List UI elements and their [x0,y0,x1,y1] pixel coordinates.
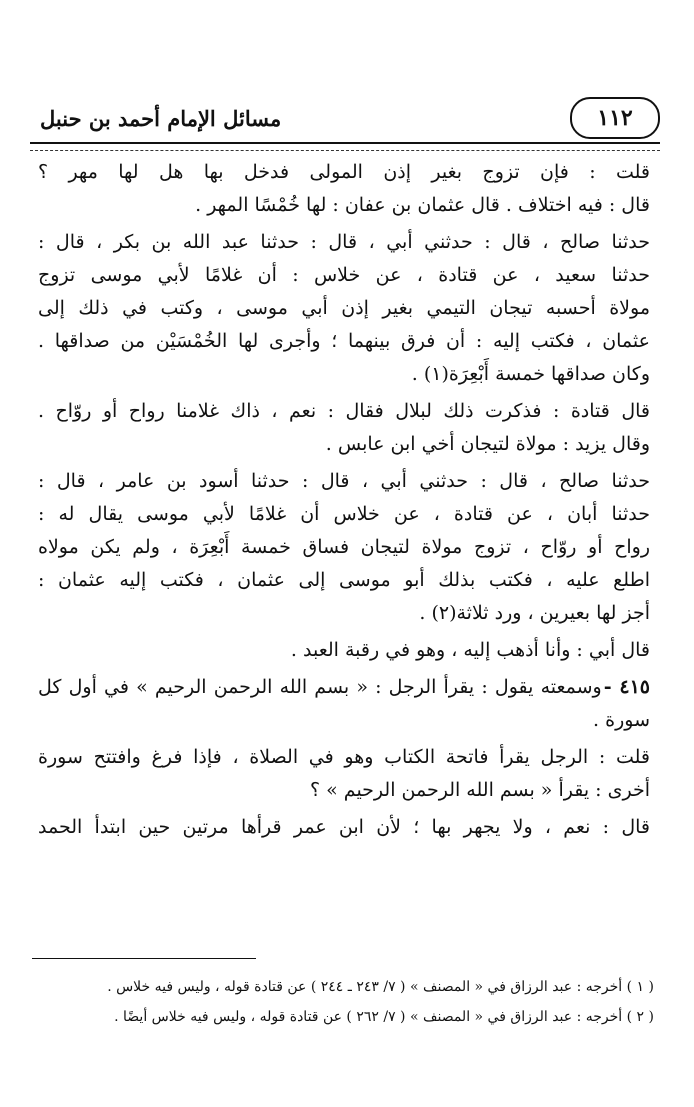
text-line: قلت : الرجل يقرأ فاتحة الكتاب وهو في الصلاة ، فإذا فرغ وافتتح سورة [38,746,650,768]
text-line: رواح أو روّاح ، تزوج مولاة لتيجان فساق خمسة أَبْعِرَة ، ولم يكن مولاه [38,536,650,558]
text-line: قال أبي : وأنا أذهب إليه ، وهو في رقبة العبد . [290,639,650,661]
book-title: مسائل الإمام أحمد بن حنبل [40,105,282,131]
text-line: حدثنا سعيد ، عن قتادة ، عن خلاس : أن غلامًا لأبي موسى تزوج [38,264,650,286]
page-body [38,156,650,844]
text-line: قلت : فإن تزوج بغير إذن المولى فدخل بها هل لها مهر ؟ [38,161,650,183]
text-line: حدثنا أبان ، عن قتادة ، عن خلاس أن غلامًا لأبي موسى يقال له : [38,503,650,525]
text-line: حدثنا صالح ، قال : حدثني أبي ، قال : حدثنا أسود بن عامر ، قال : [38,470,650,492]
footnote-divider [32,958,256,959]
masala-text: وسمعته يقول : يقرأ الرجل : « بسم الله الرحمن الرحيم » في أول كل [38,676,602,698]
text-line: حدثنا صالح ، قال : حدثني أبي ، قال : حدثنا عبد الله بن بكر ، قال : [38,231,650,253]
header-divider [30,142,660,151]
text-line: قال : نعم ، ولا يجهر بها ؛ لأن ابن عمر قرأها مرتين حين ابتدأ الحمد [38,816,650,838]
text-line: عثمان ، فكتب إليه : أن فرق بينهما ؛ وأجرى لها الخُمْسَيْن من صداقها . [38,330,650,352]
text-line: وكان صداقها خمسة أَبْعِرَة(١) . [411,363,650,385]
text-line: أجز لها بعيرين ، ورد ثلاثة(٢) . [419,602,650,624]
masala-number: ٤١٥ - [603,676,650,698]
text-line: مولاة أحسبه تيجان التيمي بغير إذن أبي موسى ، وكتب في ذلك إلى [38,297,650,319]
masala-line [38,671,650,704]
text-line: قال : فيه اختلاف . قال عثمان بن عفان : لها خُمْسًا المهر . [195,194,650,216]
footnote: ( ١ ) أخرجه : عبد الرزاق في « المصنف » ( ٧/ ٢٤٣ ـ ٢٤٤ ) عن قتادة قوله ، وليس فيه خلاس . [107,979,654,995]
text-line: قال قتادة : فذكرت ذلك لبلال فقال : نعم ، ذاك غلامنا رواح أو روّاح . [38,400,650,422]
footnote: ( ٢ ) أخرجه : عبد الرزاق في « المصنف » ( ٧/ ٢٦٢ ) عن قتادة قوله ، وليس فيه خلاس أيضًا . [114,1009,654,1025]
footnotes [34,972,654,1032]
text-line: أخرى : يقرأ « بسم الله الرحمن الرحيم » ؟ [310,779,650,801]
text-line: سورة . [593,709,650,731]
text-line: وقال يزيد : مولاة لتيجان أخي ابن عابس . [325,433,650,455]
page-number-badge: ١١٢ [570,97,660,139]
page-header [32,96,660,140]
text-line: اطلع عليه ، فكتب بذلك أبو موسى إلى عثمان ، فكتب إليه عثمان : [38,569,650,591]
